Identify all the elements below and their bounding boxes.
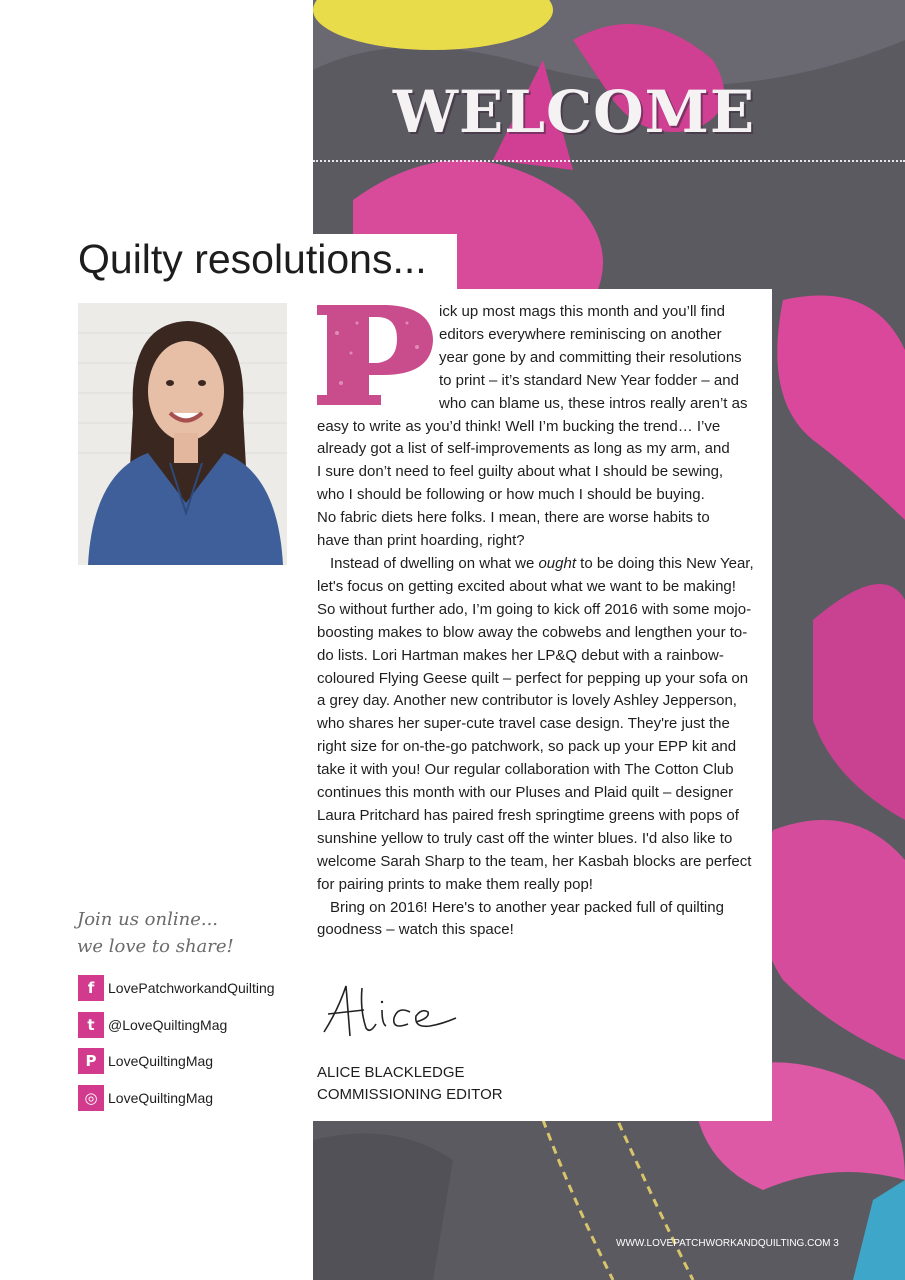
author-role: COMMISSIONING EDITOR xyxy=(317,1086,503,1103)
article-line: already got a list of self-improvements as long as my arm, and xyxy=(317,440,730,458)
page-footer xyxy=(616,1238,839,1249)
article-line: who can blame us, these intros really aren’t as xyxy=(439,394,748,412)
social-label: LoveQuiltingMag xyxy=(108,1053,214,1069)
facebook-icon: f xyxy=(78,975,104,1001)
article-line: I sure don’t need to feel guilty about what I should be sewing, xyxy=(317,463,724,481)
social-label: LoveQuiltingMag xyxy=(108,1089,214,1106)
social-label: @LoveQuiltingMag xyxy=(108,1016,228,1033)
editor-portrait-photo xyxy=(78,303,287,565)
dotted-divider xyxy=(313,160,905,162)
page-number: 3 xyxy=(833,1238,839,1249)
welcome-heading: WELCOME xyxy=(392,78,756,146)
join-us-tagline xyxy=(77,906,234,960)
author-credit xyxy=(317,1062,503,1106)
article-line: No fabric diets here folks. I mean, there are worse habits to xyxy=(317,509,710,527)
article-line: ick up most mags this month and you’ll find xyxy=(439,303,725,320)
join-line-1: Join us online... xyxy=(77,909,219,930)
social-links xyxy=(78,975,275,1121)
article-paragraph-1 xyxy=(317,301,757,553)
article-paragraph-2: Instead of dwelling on what we ought to be doing this New Year, let's focus on getting excited about what we want to be making! So without further ado, I’m going to kick off 2016 with some mojo-boosting makes to blow away the cobwebs and lengthen your to-do lists. Lori Hartman makes her LP&Q debut with a rainbow-coloured Flying Geese quilt – perfect for pepping up your sofa on a grey day. Another new contributor is lovely Ashley Jepperson, who shares her super-cute travel case design. They're just the right size for on-the-go patchwork, so pack up your EPP kit and take it with you! Our regular collaboration with The Cotton Club continues this month with our Pluses and Plaid quilt – designer Laura Pritchard has paired fresh springtime greens with pops of sunshine yellow to truly cast off the winter blues. I'd also like to welcome Sarah Sharp to the team, her Kasbah blocks are perfect for pairing prints to make them really pop! xyxy=(317,554,754,893)
social-link-facebook[interactable] xyxy=(78,975,275,1001)
twitter-icon: t xyxy=(78,1012,104,1038)
social-link-instagram[interactable] xyxy=(78,1085,275,1111)
join-line-2: we love to share! xyxy=(77,936,234,957)
social-label: LovePatchworkandQuilting xyxy=(108,980,275,996)
emphasis-word: ought xyxy=(538,554,577,572)
article-line: who I should be following or how much I should be buying. xyxy=(317,486,705,504)
article-title: Quilty resolutions... xyxy=(78,236,427,282)
article-paragraph-3: Bring on 2016! Here's to another year packed full of quilting goodness – watch this space! xyxy=(317,898,724,939)
author-name: ALICE BLACKLEDGE xyxy=(317,1064,465,1081)
social-link-pinterest[interactable] xyxy=(78,1048,275,1074)
instagram-icon: ◎ xyxy=(78,1085,104,1111)
article-line: editors everywhere reminiscing on another xyxy=(439,325,722,343)
footer-url[interactable]: WWW.LOVEPATCHWORKANDQUILTING.COM xyxy=(616,1238,831,1249)
article-line: year gone by and committing their resolutions xyxy=(439,348,742,366)
article-line: to print – it’s standard New Year fodder – and xyxy=(439,371,739,389)
article-body xyxy=(317,301,757,942)
pinterest-icon: P xyxy=(78,1048,104,1074)
article-line: have than print hoarding, right? xyxy=(317,532,525,550)
handwritten-signature xyxy=(318,980,468,1042)
article-line: easy to write as you’d think! Well I’m bucking the trend… I’ve xyxy=(317,417,721,435)
social-link-twitter[interactable] xyxy=(78,1012,275,1038)
